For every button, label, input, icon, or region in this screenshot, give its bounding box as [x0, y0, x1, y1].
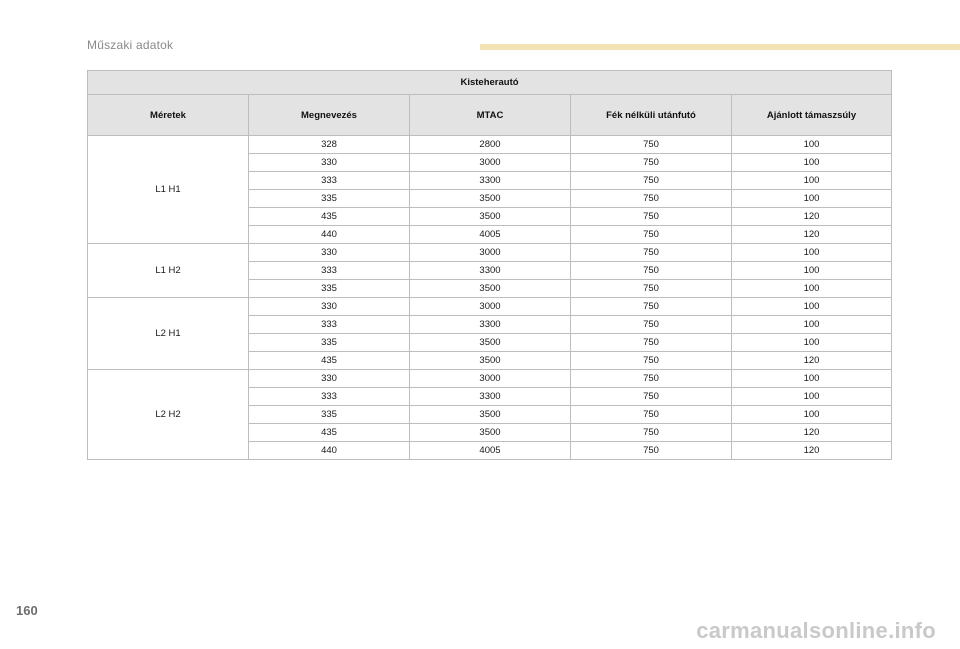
- designation-cell: 333: [249, 316, 410, 334]
- unbraked-trailer-cell: 750: [571, 424, 732, 442]
- nose-weight-cell: 100: [732, 136, 892, 154]
- mtac-cell: 3300: [410, 262, 571, 280]
- header-accent-bar: [480, 44, 960, 50]
- designation-cell: 435: [249, 208, 410, 226]
- designation-cell: 330: [249, 298, 410, 316]
- designation-cell: 440: [249, 442, 410, 460]
- page-number: 160: [16, 603, 38, 618]
- unbraked-trailer-cell: 750: [571, 226, 732, 244]
- table-row: [88, 298, 892, 316]
- unbraked-trailer-cell: 750: [571, 244, 732, 262]
- designation-cell: 330: [249, 370, 410, 388]
- designation-cell: 435: [249, 424, 410, 442]
- mtac-cell: 2800: [410, 136, 571, 154]
- mtac-cell: 3500: [410, 280, 571, 298]
- designation-cell: 335: [249, 406, 410, 424]
- section-title: Műszaki adatok: [87, 38, 174, 52]
- nose-weight-cell: 100: [732, 190, 892, 208]
- mtac-cell: 3500: [410, 424, 571, 442]
- unbraked-trailer-cell: 750: [571, 442, 732, 460]
- unbraked-trailer-cell: 750: [571, 154, 732, 172]
- unbraked-trailer-cell: 750: [571, 406, 732, 424]
- mtac-cell: 3500: [410, 190, 571, 208]
- designation-cell: 328: [249, 136, 410, 154]
- unbraked-trailer-cell: 750: [571, 316, 732, 334]
- designation-cell: 335: [249, 280, 410, 298]
- watermark: carmanualsonline.info: [696, 618, 936, 643]
- nose-weight-cell: 120: [732, 352, 892, 370]
- specs-table: [87, 70, 892, 460]
- mtac-cell: 3300: [410, 388, 571, 406]
- unbraked-trailer-cell: 750: [571, 280, 732, 298]
- dimension-group-label: L2 H1: [88, 298, 249, 370]
- mtac-cell: 3500: [410, 334, 571, 352]
- mtac-cell: 3000: [410, 298, 571, 316]
- unbraked-trailer-cell: 750: [571, 334, 732, 352]
- designation-cell: 335: [249, 190, 410, 208]
- nose-weight-cell: 100: [732, 406, 892, 424]
- mtac-cell: 3500: [410, 406, 571, 424]
- mtac-cell: 4005: [410, 442, 571, 460]
- unbraked-trailer-cell: 750: [571, 352, 732, 370]
- unbraked-trailer-cell: 750: [571, 190, 732, 208]
- nose-weight-cell: 100: [732, 334, 892, 352]
- designation-cell: 333: [249, 388, 410, 406]
- nose-weight-cell: 100: [732, 172, 892, 190]
- mtac-cell: 3500: [410, 352, 571, 370]
- table-body: [88, 136, 892, 460]
- nose-weight-cell: 100: [732, 316, 892, 334]
- designation-cell: 335: [249, 334, 410, 352]
- unbraked-trailer-cell: 750: [571, 136, 732, 154]
- mtac-cell: 3500: [410, 208, 571, 226]
- nose-weight-cell: 100: [732, 370, 892, 388]
- column-header-unbraked-trailer: Fék nélküli utánfutó: [571, 95, 732, 136]
- designation-cell: 333: [249, 262, 410, 280]
- nose-weight-cell: 100: [732, 244, 892, 262]
- mtac-cell: 4005: [410, 226, 571, 244]
- unbraked-trailer-cell: 750: [571, 370, 732, 388]
- unbraked-trailer-cell: 750: [571, 262, 732, 280]
- column-header-dimensions: Méretek: [88, 95, 249, 136]
- nose-weight-cell: 120: [732, 442, 892, 460]
- nose-weight-cell: 100: [732, 280, 892, 298]
- table-row: [88, 136, 892, 154]
- nose-weight-cell: 120: [732, 424, 892, 442]
- column-header-designation: Megnevezés: [249, 95, 410, 136]
- dimension-group-label: L1 H2: [88, 244, 249, 298]
- mtac-cell: 3300: [410, 316, 571, 334]
- unbraked-trailer-cell: 750: [571, 388, 732, 406]
- mtac-cell: 3000: [410, 244, 571, 262]
- designation-cell: 440: [249, 226, 410, 244]
- dimension-group-label: L1 H1: [88, 136, 249, 244]
- nose-weight-cell: 100: [732, 298, 892, 316]
- designation-cell: 330: [249, 154, 410, 172]
- designation-cell: 333: [249, 172, 410, 190]
- table-row: [88, 370, 892, 388]
- mtac-cell: 3300: [410, 172, 571, 190]
- nose-weight-cell: 100: [732, 262, 892, 280]
- unbraked-trailer-cell: 750: [571, 172, 732, 190]
- nose-weight-cell: 100: [732, 388, 892, 406]
- table-row: [88, 244, 892, 262]
- unbraked-trailer-cell: 750: [571, 298, 732, 316]
- nose-weight-cell: 120: [732, 208, 892, 226]
- designation-cell: 435: [249, 352, 410, 370]
- unbraked-trailer-cell: 750: [571, 208, 732, 226]
- mtac-cell: 3000: [410, 154, 571, 172]
- nose-weight-cell: 100: [732, 154, 892, 172]
- dimension-group-label: L2 H2: [88, 370, 249, 460]
- column-header-nose-weight: Ajánlott támaszsúly: [732, 95, 892, 136]
- designation-cell: 330: [249, 244, 410, 262]
- mtac-cell: 3000: [410, 370, 571, 388]
- column-header-mtac: MTAC: [410, 95, 571, 136]
- table-title: Kisteherautó: [88, 71, 892, 95]
- nose-weight-cell: 120: [732, 226, 892, 244]
